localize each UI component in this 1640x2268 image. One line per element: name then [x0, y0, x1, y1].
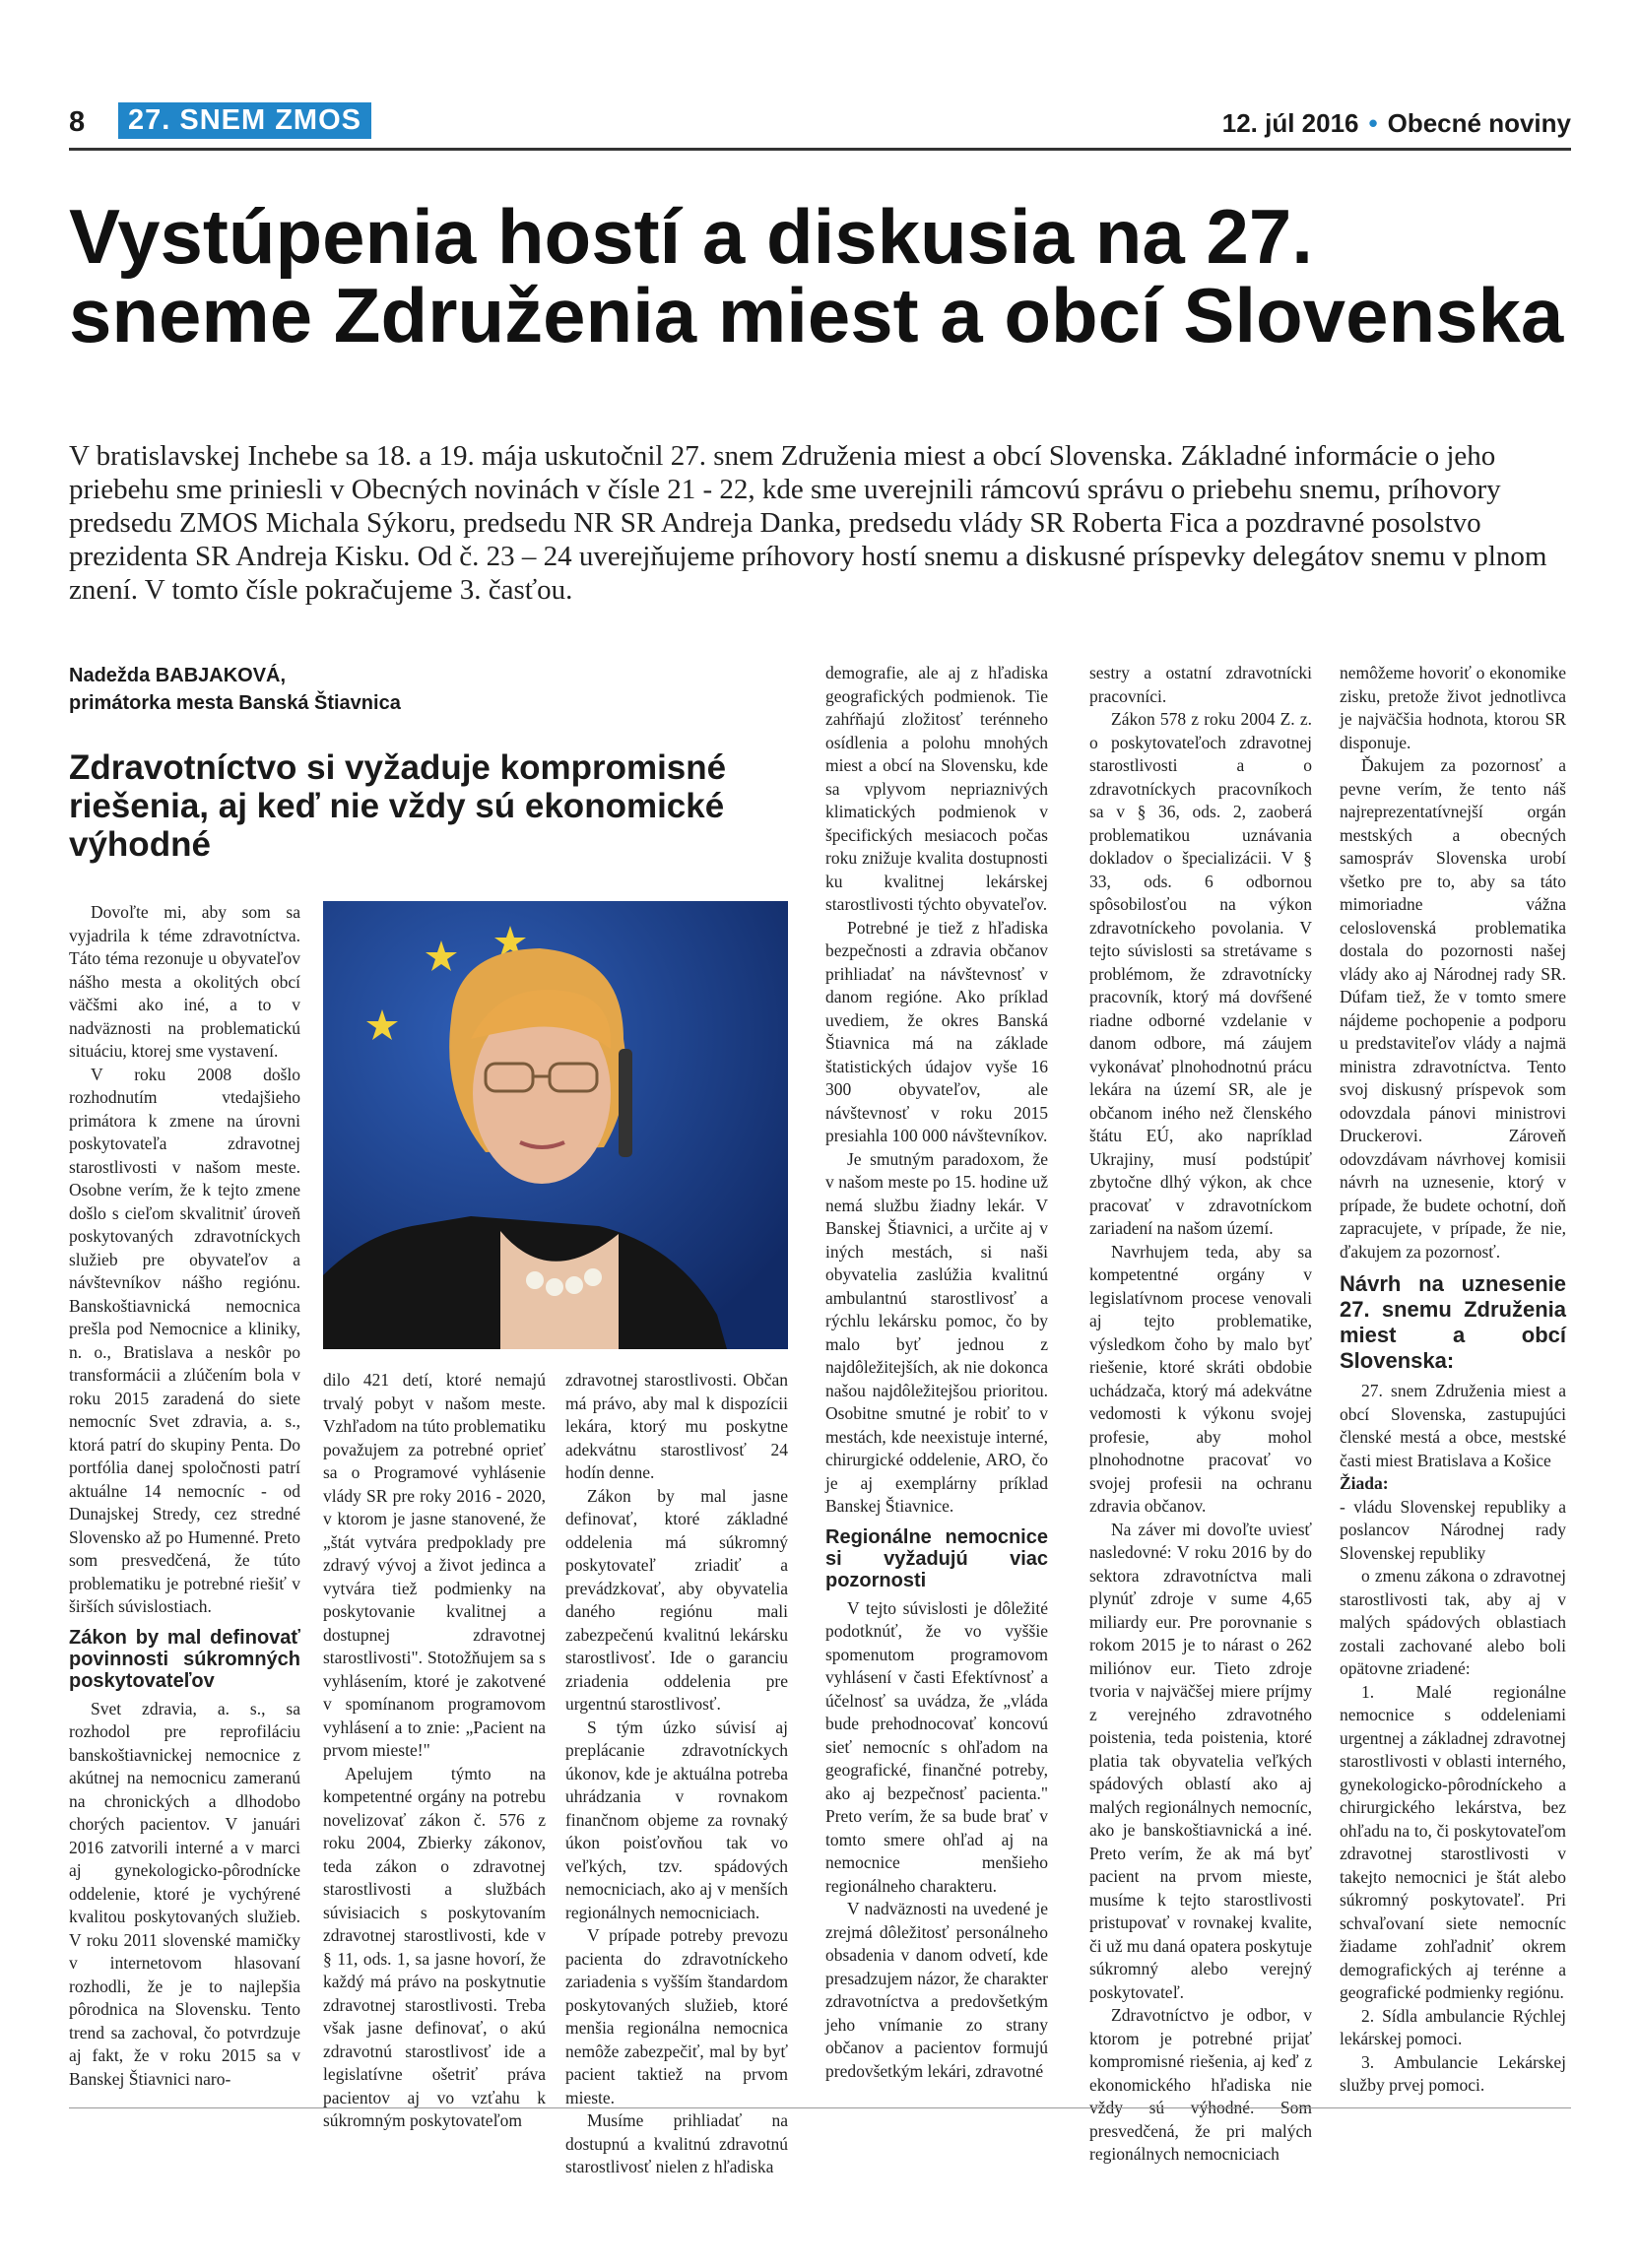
speaker-photo-illustration [323, 901, 788, 1349]
paragraph: V tejto súvislosti je dôležité podotknúť, že vo vyššie spomenutom programovom vyhlásení v časti Efektívnosť a účelnosť sa uvádza, že „vláda bude prehodnocovať koncovú sieť nemocníc s ohľadom na geografické, finančné potreby, ako aj bezpečnosť pacienta." Preto verím, že sa bude brať v tomto smere ohľad aj na nemocnice menšieho regionálneho charakteru. [825, 1597, 1048, 1896]
paragraph: Ďakujem za pozornosť a pevne verím, že tento náš najreprezentatívnejší orgán mestských a obecných samospráv Slovenska urobí všetko pre to, aby sa táto mimoriadne vážna celoslovenská problematika dostala do pozornosti našej vlády ako aj Národnej rady SR. Dúfam tiež, že v tomto smere nájdeme pochopenie a podporu u predstaviteľov vlády a najmä ministra zdravotníctva. Tento svoj diskusný príspevok som odovzdala pánovi ministrovi Druckerovi. Zároveň odovzdávam návrhovej komisii návrh na uznesenie, ktorý v prípade, že budete ochotní, doň zapracujete, v prípade, že nie, ďakujem za pozornosť. [1340, 755, 1566, 1262]
speaker-photo [323, 901, 788, 1349]
column-1 [69, 901, 300, 2091]
separator-dot: • [1368, 108, 1378, 138]
paragraph: Musíme prihliadať na dostupnú a kvalitnú zdravotnú starostlivosť nielen z hľadiska [565, 2110, 788, 2176]
paragraph: Zákon by mal jasne definovať, ktoré základné oddelenia má súkromný poskytovateľ zriadiť a prevádzkovať, aby obyvatelia daného regiónu mali zabezpečenú kvalitnú lekársku starostlivosť. Ide o garanciu zriadenia oddelenia pre urgentnú starostlivosť. [565, 1485, 788, 1714]
paragraph: nemôžeme hovoriť o ekonomike zisku, pretože život jednotlivca je najväčšia hodnota, ktorou SR disponuje. [1340, 663, 1566, 752]
bottom-rule [69, 2107, 1571, 2108]
subheading: Návrh na uznesenie 27. snemu Združenia miest a obcí Slovenska: [1340, 1271, 1566, 1373]
lead-paragraph: V bratislavskej Inchebe sa 18. a 19. mája uskutočnil 27. snem Združenia miest a obcí Slovenska. Základné informácie o jeho priebehu sme priniesli v Obecných novinách v čísle 21 - 22, kde sme uverejnili rámcovú správu o priebehu snemu, príhovory predsedu ZMOS Michala Sýkoru, predsedu NR SR Andreja Danka, predsedu vlády SR Roberta Fica a pozdravné posolstvo prezidenta SR Andreja Kisku. Od č. 23 – 24 uverejňujeme príhovory hostí snemu a diskusné príspevky delegátov snemu v plnom znení. V tomto čísle pokračujeme 3. časťou. [69, 440, 1547, 606]
paragraph: Apelujem týmto na kompetentné orgány na potrebu novelizovať zákon č. 576 z roku 2004, Zbierky zákonov, teda zákon o zdravotnej starostlivosti a službách súvisiacich s poskytovaním zdravotnej starostlivosti, kde v § 11, ods. 1, sa jasne hovorí, že každý má právo na poskytnutie zdravotnej starostlivosti. Treba však jasne definovať, o akú zdravotnú starostlivosť ide a legislatívne ošetriť práva pacientov aj vo vzťahu k súkromným poskytovateľom [323, 1763, 546, 2130]
paragraph: Navrhujem teda, aby sa kompetentné orgány v legislatívnom procese venovali aj tejto problematike, výsledkom čoho by malo byť riešenie, ktoré skráti obdobie uchádzača, ktorý má adekvátne vedomosti k výkonu svojej profesie, aby mohol plnohodnotne pracovať vo svojej profesii na ochranu zdravia občanov. [1089, 1241, 1312, 1516]
paragraph: Svet zdravia, a. s., sa rozhodol pre reprofiláciu banskoštiavnickej nemocnice z akútnej na nemocnicu zameranú na chronických a dlhodobo chorých pacientov. V januári 2016 zatvorili interné a v marci aj gynekologicko-pôrodnícke oddelenie, ktoré je vychýrené kvalitou poskytovaných služieb. V roku 2011 slovenské mamičky v internetovom hlasovaní rozhodli, že je to najlepšia pôrodnica na Slovensku. Tento trend sa zachoval, čo potvrdzuje aj fakt, že v roku 2015 sa v Banskej Štiavnici naro- [69, 1698, 300, 2089]
author-name: Nadežda BABJAKOVÁ, [69, 665, 287, 686]
paragraph: Je smutným paradoxom, že v našom meste po 15. hodine už nemá službu žiadny lekár. V Banskej Štiavnici, a určite aj v iných mestách, si naši obyvatelia zaslúžia kvalitnú ambulantnú starostlivosť a rýchlu lekársku pomoc, čo by malo byť jednou z najdôležitejších, ak nie dokonca našou najdôležitejšou prioritou. Osobitne smutné je robiť to v mestách, kde neexistuje interné, chirurgické oddelenie, ARO, čo je aj exemplárny príklad Banskej Štiavnice. [825, 1148, 1048, 1516]
column-5 [1089, 662, 1312, 2167]
column-2 [323, 1369, 546, 2133]
header-meta [1222, 108, 1571, 139]
resolution-label: Žiada: [1340, 1473, 1389, 1493]
header-rule [69, 148, 1571, 151]
subheading: Regionálne nemocnice si vyžadujú viac pozornosti [825, 1525, 1048, 1591]
paragraph: zdravotnej starostlivosti. Občan má právo, aby mal k dispozícii lekára, ktorý mu poskytne adekvátnu starostlivosť 24 hodín denne. [565, 1370, 788, 1482]
paragraph: Zákon 578 z roku 2004 Z. z. o poskytovateľoch zdravotnej starostlivosti a o zdravotníckych pracovníkoch sa v § 36, ods. 2, zaoberá problematikou uznávania dokladov o špecializácii. V § 33, ods. 6 odbornou spôsobilosťou na výkon zdravotníckeho povolania. V tejto súvislosti sa stretávame s problémom, že zdravotnícky pracovník, ktorý má dovŕšené riadne odborné vzdelanie v danom odbore, má záujem vykonávať plnohodnotnú prácu lekára na území SR, ale je občanom iného než členského štátu EÚ, ako napríklad Ukrajiny, musí podstúpiť zbytočne dlhý výkon, ak chce pracovať v zdravotníckom zariadení na našom území. [1089, 709, 1312, 1238]
paragraph: S tým úzko súvisí aj preplácanie zdravotníckych úkonov, kde je aktuálna potreba uhrádzania v rovnakom finančnom objeme za rovnaký úkon poisťovňou tak vo veľkých, tzv. spádových nemocniciach, ako aj v menších regionálnych nemocniciach. [565, 1717, 788, 1922]
paragraph: sestry a ostatní zdravotnícki pracovníci. [1089, 663, 1312, 706]
paragraph: Zdravotníctvo je odbor, v ktorom je potrebné prijať kompromisné riešenia, aj keď z ekonomického hľadiska nie vždy sú výhodné. Som presvedčená, že pri malých regionálnych nemocniciach [1089, 2005, 1312, 2164]
author-role: primátorka mesta Banská Štiavnica [69, 692, 401, 714]
paragraph: V prípade potreby prevozu pacienta do zdravotníckeho zariadenia s vyšším štandardom poskytovaných služieb, ktoré menšia regionálna nemocnica nemôže zabezpečiť, mal by byť pacient taktiež na prvom mieste. [565, 1925, 788, 2107]
paragraph: 3. Ambulancie Lekárskej služby prvej pomoci. [1340, 2051, 1566, 2095]
paragraph: demografie, ale aj z hľadiska geografických podmienok. Tie zahŕňajú zložitosť terénneho osídlenia a polohu mnohých miest a obcí na Slovensku, kde sa vplyvom nepriaznivých klimatických podmienok v špecifických mesiacoch počas roku znižuje kvalita dostupnosti ku kvalitnej lekárskej starostlivosti týchto obyvateľov. [825, 663, 1048, 914]
column-4 [825, 662, 1048, 2083]
paragraph: dilo 421 detí, ktoré nemajú trvalý pobyt v našom meste. Vzhľadom na túto problematiku považujem za potrebné oprieť sa o Programové vyhlásenie vlády SR pre roky 2016 - 2020, v ktorom je jasne stanovené, že „štát vytvára predpoklady pre zdravý vývoj a život jedinca a vytvára tiež podmienky na poskytovanie kvalitnej a dostupnej zdravotnej starostlivosti". Stotožňujem sa s vyhlásením, ktoré je zakotvené v spomínanom programovom vyhlásení a to znie: „Pacient na prvom mieste!" [323, 1370, 546, 1760]
page-number: 8 [69, 106, 86, 138]
paragraph: Dovoľte mi, aby som sa vyjadrila k téme zdravotníctva. Táto téma rezonuje u obyvateľov nášho mesta a okolitých obcí väčšmi ako iné, a to v nadväznosti na problematickú situáciu, ktorej sme vystavení. [69, 902, 300, 1061]
subheading: Zákon by mal definovať povinnosti súkromných poskytovateľov [69, 1626, 300, 1692]
paragraph: V roku 2008 došlo rozhodnutím vtedajšieho primátora k zmene na úrovni poskytovateľa zdravotnej starostlivosti v našom meste. Osobne verím, že k tejto zmene došlo s cieľom skvalitniť úroveň poskytovaných zdravotníckych služieb pre obyvateľov a návštevníkov nášho regiónu. Banskoštiavnická nemocnica prešla pod Nemocnice a kliniky, n. o., Bratislava a neskôr po transformácii a zlúčením bola v roku 2015 zaradená do siete nemocníc Svet zdravia, a. s., ktorá patrí do skupiny Penta. Do portfólia danej spoločnosti patrí aktuálne 14 nemocníc - od Dunajskej Stredy, cez stredné Slovensko až po Humenné. Preto som presvedčená, že túto problematiku je potrebné riešiť v širších súvislostiach. [69, 1064, 300, 1616]
headline: Vystúpenia hostí a diskusia na 27. sneme Združenia miest a obcí Slovenska [69, 193, 1564, 358]
byline [69, 662, 401, 717]
paragraph: - vládu Slovenskej republiky a poslancov Národnej rady Slovenskej republiky [1340, 1496, 1566, 1563]
issue-date: 12. júl 2016 [1221, 108, 1359, 138]
paragraph: V nadväznosti na uvedené je zrejmá dôležitosť personálneho obsadenia v danom odvetí, kde presadzujem názor, že charakter zdravotníctva a predovšetkým jeho vnímanie zo strany občanov a pacientov formujú predovšetkým lekári, zdravotné [825, 1899, 1048, 2081]
paragraph: 27. snem Združenia miest a obcí Slovenska, zastupujúci členské mestá a obce, mestské časti miest Bratislava a Košice [1340, 1381, 1566, 1470]
paragraph: 1. Malé regionálne nemocnice s oddeleniami urgentnej a základnej zdravotnej starostlivosti v oblasti interného, gynekologicko-pôrodníckeho a chirurgického lekárstva, bez ohľadu na to, či poskytovateľom zdravotnej starostlivosti v takejto nemocnici je štát alebo súkromný poskytovateľ. Pri schvaľovaní siete nemocníc žiadame zohľadniť okrem demografických aj terénne a geografické podmienky regiónu. [1340, 1681, 1566, 2002]
section-tag: 27. SNEM ZMOS [118, 102, 371, 139]
paragraph: o zmenu zákona o zdravotnej starostlivosti tak, aby aj v malých spádových oblastiach zostali zachované alebo boli opätovne zriadené: [1340, 1566, 1566, 1678]
paragraph: Na záver mi dovoľte uviesť nasledovné: V roku 2016 by do sektora zdravotníctva mali plynúť zdroje v sume 4,65 miliardy eur. Pre porovnanie s rokom 2015 je to nárast o 262 miliónov eur. Tieto zdroje tvoria v najväčšej miere príjmy z verejného zdravotného poistenia, teda poistenia, ktoré platia tak obyvatelia veľkých spádových oblastí ako aj malých regionálnych nemocníc, ako je banskoštiavnická a iné. Preto verím, že ak má byť pacient na prvom mieste, musíme k tejto starostlivosti pristupovať v rovnakej kvalite, či už mu daná opatera poskytuje súkromný alebo verejný poskytovateľ. [1089, 1519, 1312, 2002]
paragraph: Potrebné je tiež z hľadiska bezpečnosti a zdravia občanov prihliadať na návštevnosť v danom regióne. Ako príklad uvediem, že okres Banská Štiavnica má na základe štatistických údajov vyše 16 300 obyvateľov, ale návštevnosť v roku 2015 presiahla 100 000 návštevníkov. [825, 917, 1048, 1145]
column-6 [1340, 662, 1566, 2098]
column-3 [565, 1369, 788, 2179]
publication-name: Obecné noviny [1387, 108, 1571, 138]
article-title: Zdravotníctvo si vyžaduje kompromisné riešenia, aj keď nie vždy sú ekonomické výhodné [69, 748, 727, 864]
paragraph: 2. Sídla ambulancie Rýchlej lekárskej pomoci. [1340, 2005, 1566, 2048]
